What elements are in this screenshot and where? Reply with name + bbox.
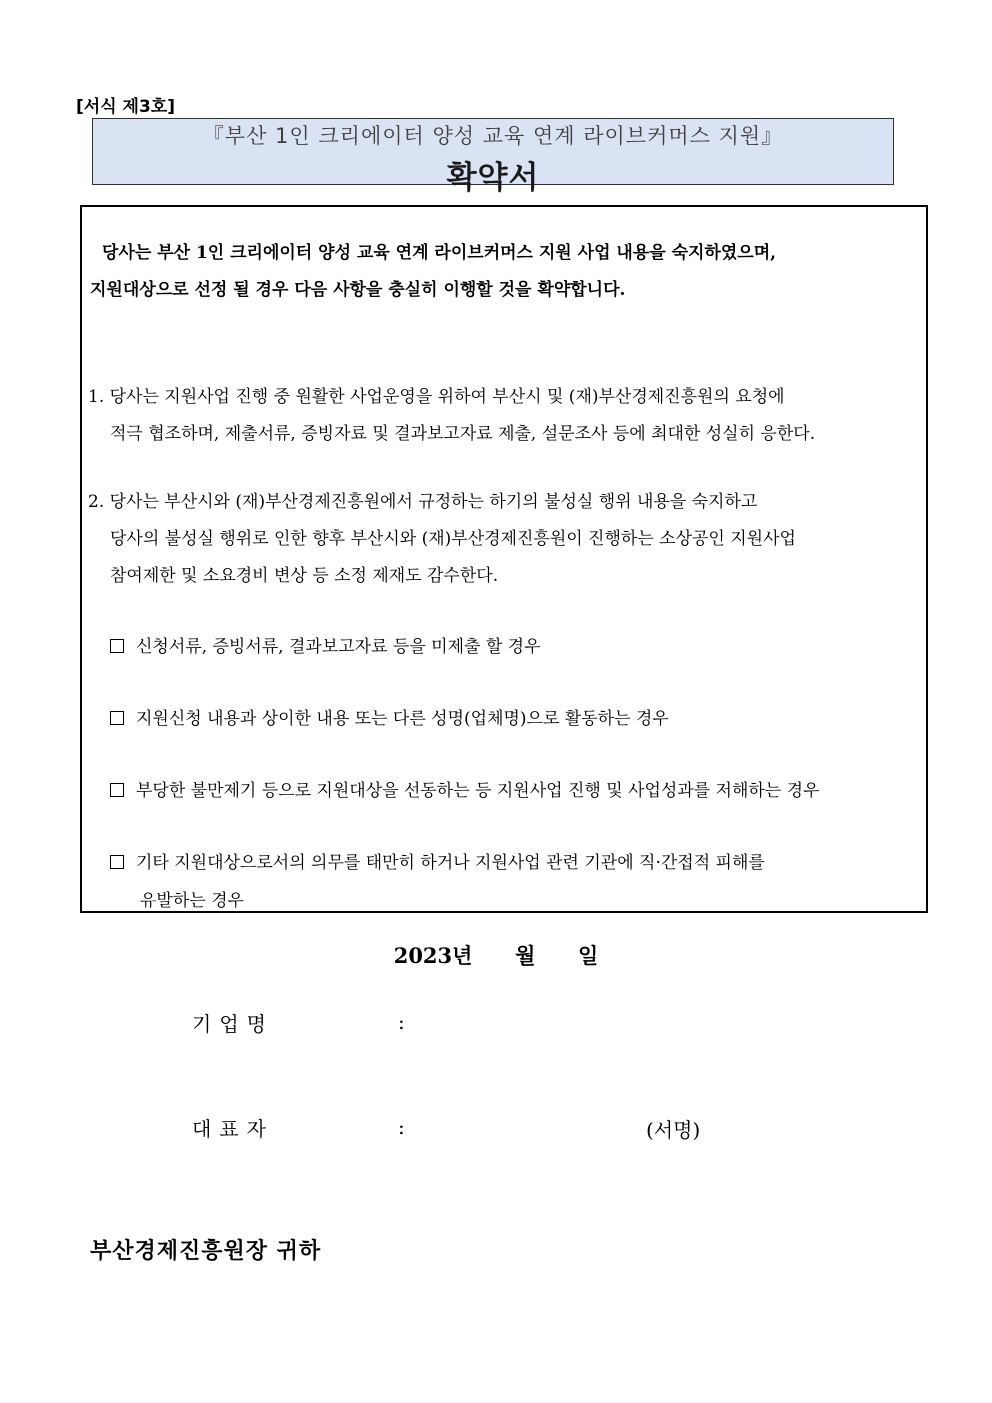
checklist-item bbox=[110, 772, 922, 810]
addressee: 부산경제진흥원장 귀하 bbox=[90, 1239, 322, 1264]
form-number: [서식 제3호] bbox=[76, 97, 175, 117]
date-month: 월 bbox=[515, 943, 536, 968]
checklist-text: 신청서류, 증빙서류, 결과보고자료 등을 미제출 할 경우 bbox=[136, 637, 541, 657]
representative-label: 대표자 bbox=[192, 1117, 274, 1141]
title-box bbox=[92, 118, 894, 196]
checklist-text: 지원신청 내용과 상이한 내용 또는 다른 성명(업체명)으로 활동하는 경우 bbox=[136, 709, 669, 729]
date-year: 2023년 bbox=[393, 943, 473, 968]
checkbox-icon[interactable] bbox=[110, 855, 124, 869]
intro-line-1: 당사는 부산 1인 크리에이터 양성 교육 연계 라이브커머스 지원 사업 내용을 숙지하였으며, bbox=[102, 243, 777, 263]
company-name-label: 기업명 bbox=[192, 1012, 274, 1036]
clause-1-line-1: 1. 당사는 지원사업 진행 중 원활한 사업운영을 위하여 부산시 및 (재)부산경제진흥원의 요청에 bbox=[88, 387, 785, 407]
document-subtitle: 『부산 1인 크리에이터 양성 교육 연계 라이브커머스 지원』 bbox=[202, 124, 784, 148]
clause-2-line-3: 참여제한 및 소요경비 변상 등 소정 제재도 감수한다. bbox=[110, 566, 499, 586]
checklist-text: 부당한 불만제기 등으로 지원대상을 선동하는 등 지원사업 진행 및 사업성과를 저해하는 경우 bbox=[136, 781, 820, 801]
checkbox-icon[interactable] bbox=[110, 711, 124, 725]
clause-1 bbox=[88, 379, 918, 453]
document-title: 확약서 bbox=[446, 160, 540, 196]
clause-1-line-2: 적극 협조하며, 제출서류, 증빙자료 및 결과보고자료 제출, 설문조사 등에 최대한 성실히 응한다. bbox=[110, 424, 816, 444]
checkbox-icon[interactable] bbox=[110, 639, 124, 653]
intro-statement bbox=[90, 235, 920, 309]
checklist-item bbox=[110, 700, 922, 738]
date-line bbox=[0, 940, 992, 970]
checklist-item bbox=[110, 628, 922, 666]
pledge-content-box bbox=[80, 205, 928, 913]
representative-colon: : bbox=[398, 1115, 405, 1139]
date-day: 일 bbox=[577, 943, 599, 968]
company-name-colon: : bbox=[398, 1010, 405, 1034]
clause-2 bbox=[88, 484, 918, 595]
clause-2-line-1: 2. 당사는 부산시와 (재)부산경제진흥원에서 규정하는 하기의 불성실 행위 내용을 숙지하고 bbox=[88, 492, 758, 512]
clause-2-line-2: 당사의 불성실 행위로 인한 향후 부산시와 (재)부산경제진흥원이 진행하는 소상공인 지원사업 bbox=[110, 529, 796, 549]
checklist-text: 기타 지원대상으로서의 의무를 태만히 하거나 지원사업 관련 기관에 직·간접적 피해를 bbox=[136, 853, 765, 873]
intro-line-2: 지원대상으로 선정 될 경우 다음 사항을 충실히 이행할 것을 확약합니다. bbox=[90, 280, 626, 300]
checkbox-icon[interactable] bbox=[110, 783, 124, 797]
signature-label: (서명) bbox=[646, 1118, 701, 1142]
checklist-item bbox=[110, 844, 922, 920]
checklist-text-continued: 유발하는 경우 bbox=[140, 891, 244, 911]
